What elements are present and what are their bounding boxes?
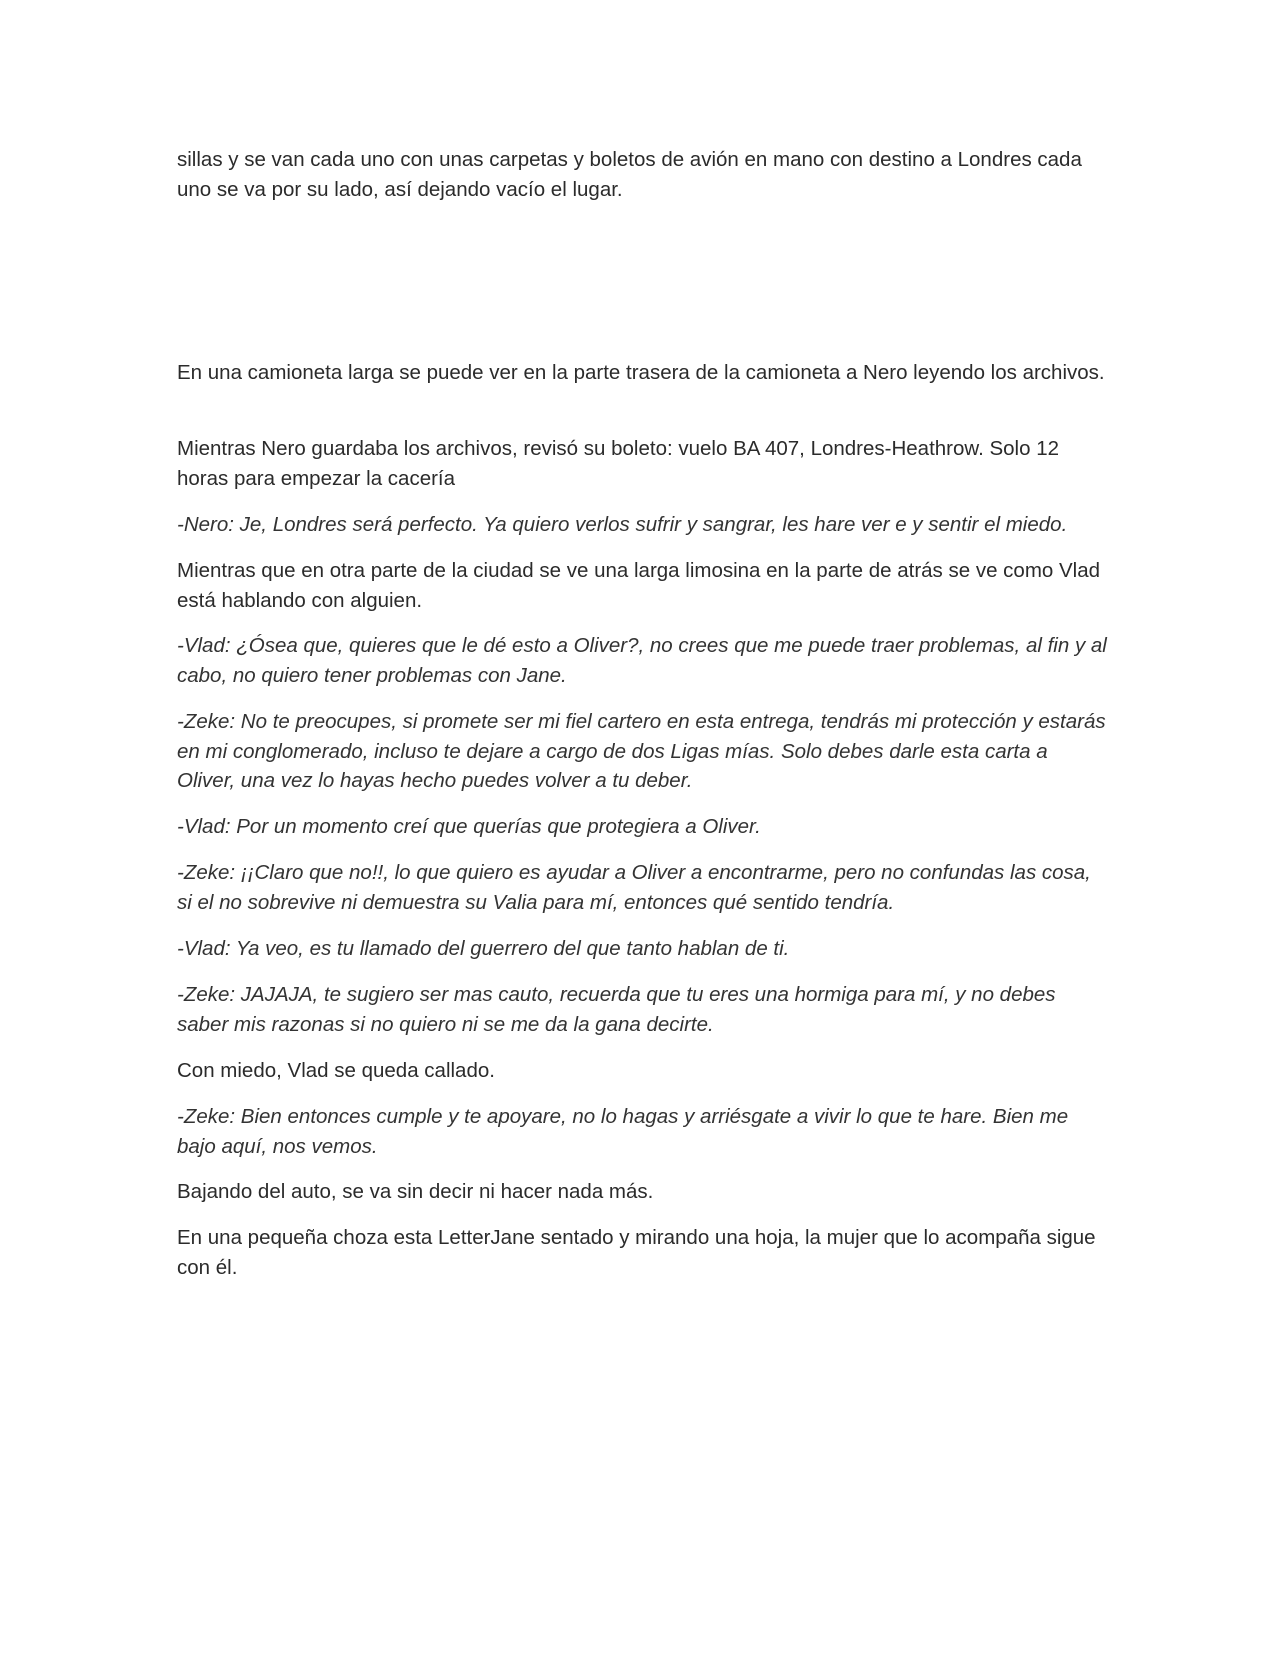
paragraph-7: En una pequeña choza esta LetterJane sentado y mirando una hoja, la mujer que lo acompaña sigue con él. [177,1226,1096,1279]
paragraph-3: Mientras Nero guardaba los archivos, revisó su boleto: vuelo BA 407, Londres-Heathrow. Solo 12 horas para empezar la cacería [177,437,1060,490]
paragraph-1: sillas y se van cada uno con unas carpetas y boletos de avión en mano con destino a Londres cada uno se va por su lado, así dejando vacío el lugar. [177,148,1082,201]
paragraph-2: En una camioneta larga se puede ver en la parte trasera de la camioneta a Nero leyendo los archivos. [177,361,1105,384]
dialogue-nero: -Nero: Je, Londres será perfecto. Ya quiero verlos sufrir y sangrar, les hare ver e y sentir el miedo. [177,513,1068,536]
dialogue-zeke-2: -Zeke: ¡¡Claro que no!!, lo que quiero es ayudar a Oliver a encontrarme, pero no confundas las cosa, si el no sobrevive ni demuestra su Valia para mí, entonces qué sentido tendría. [177,861,1091,914]
dialogue-vlad-2: -Vlad: Por un momento creí que querías que protegiera a Oliver. [177,815,761,838]
dialogue-vlad-1: -Vlad: ¿Ósea que, quieres que le dé esto a Oliver?, no crees que me puede traer problemas, al fin y al cabo, no quiero tener problemas con Jane. [177,634,1107,687]
dialogue-zeke-1: -Zeke: No te preocupes, si promete ser mi fiel cartero en esta entrega, tendrás mi protección y estarás en mi conglomerado, incluso te dejare a cargo de dos Ligas mías. Solo debes darle esta carta a Oliver, una vez lo hayas hecho puedes volver a tu deber. [177,710,1106,792]
dialogue-zeke-4: -Zeke: Bien entonces cumple y te apoyare, no lo hagas y arriésgate a vivir lo que te hare. Bien me bajo aquí, nos vemos. [177,1105,1069,1158]
paragraph-5: Con miedo, Vlad se queda callado. [177,1059,495,1082]
dialogue-vlad-3: -Vlad: Ya veo, es tu llamado del guerrero del que tanto hablan de ti. [177,937,790,960]
paragraph-6: Bajando del auto, se va sin decir ni hacer nada más. [177,1180,654,1203]
paragraph-4: Mientras que en otra parte de la ciudad se ve una larga limosina en la parte de atrás se ve como Vlad está hablando con alguien. [177,559,1101,612]
dialogue-zeke-3: -Zeke: JAJAJA, te sugiero ser mas cauto, recuerda que tu eres una hormiga para mí, y no debes saber mis razonas si no quiero ni se me da la gana decirte. [177,983,1056,1036]
